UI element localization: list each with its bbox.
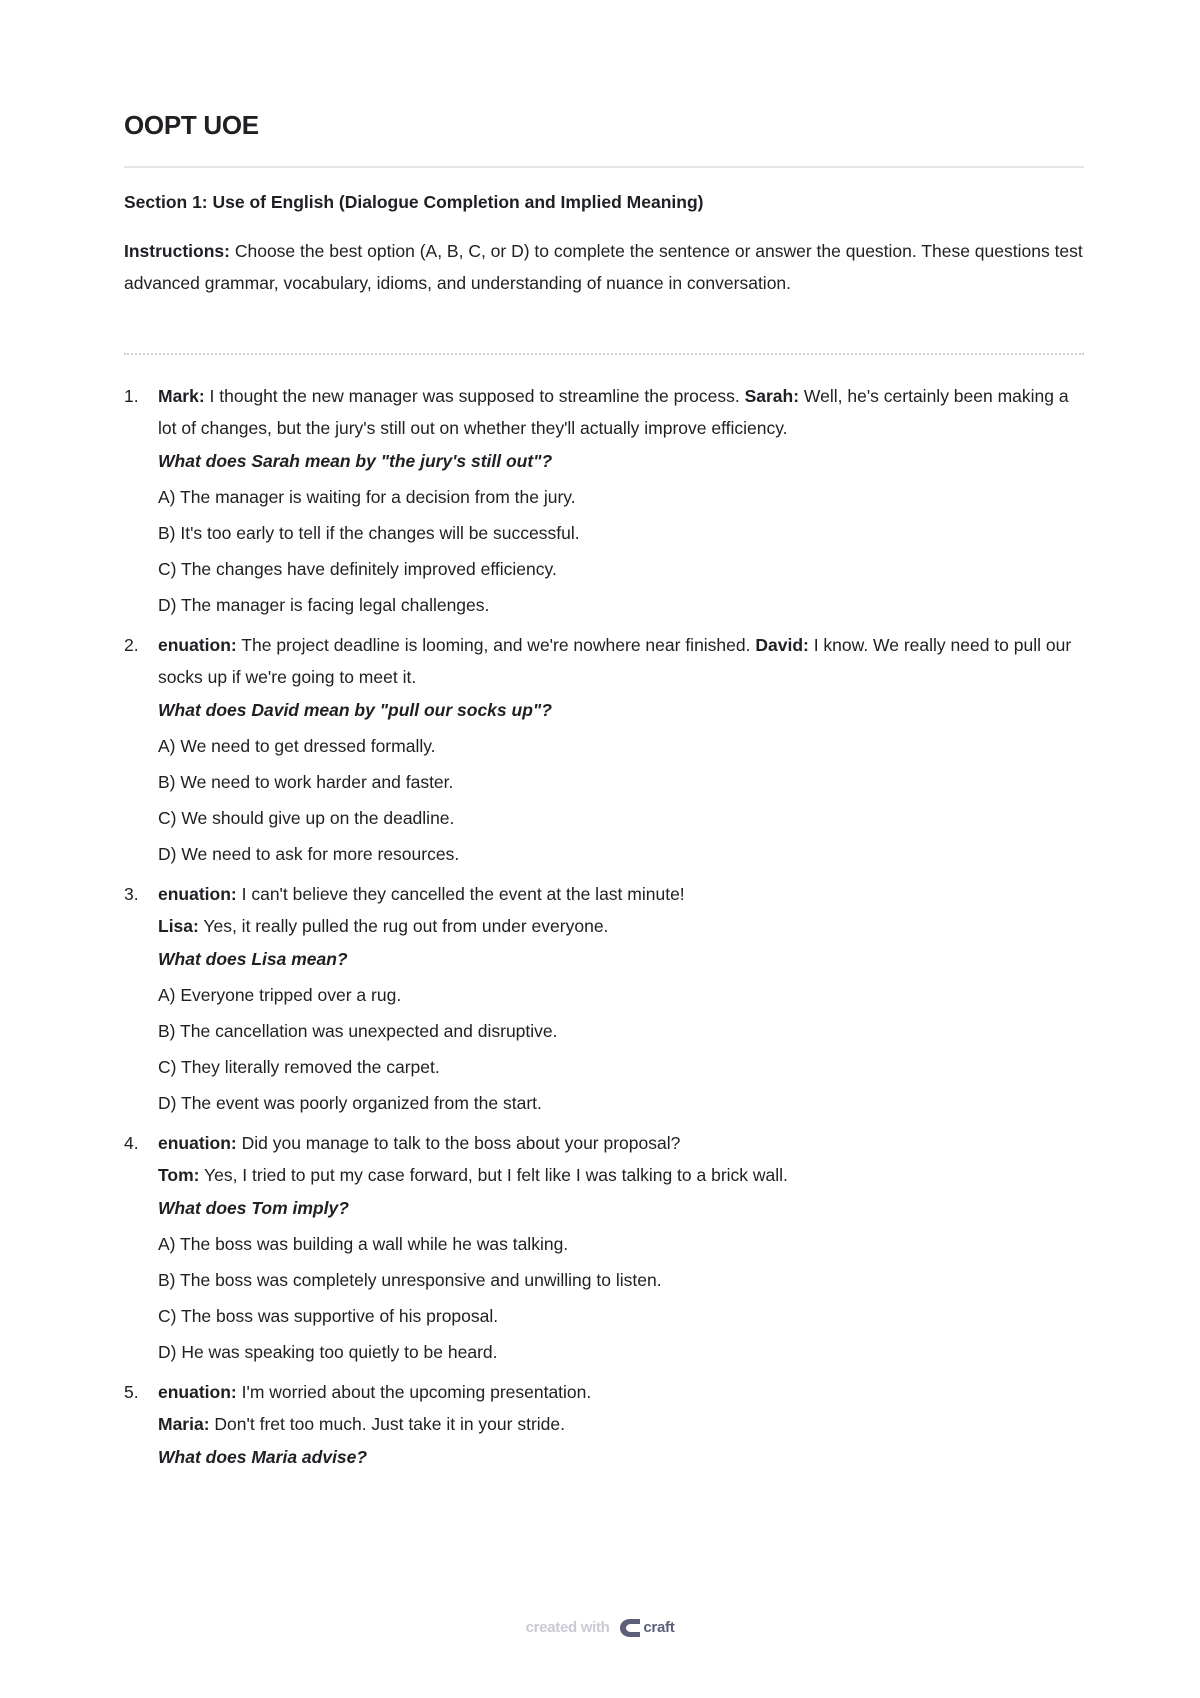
dialogue-line-2 xyxy=(158,1160,1084,1192)
title-divider xyxy=(124,166,1084,168)
section-heading: Section 1: Use of English (Dialogue Completion and Implied Meaning) xyxy=(124,192,704,212)
answer-option-a: A) We need to get dressed formally. xyxy=(158,736,436,756)
dialogue xyxy=(158,381,1084,444)
speaker-text: Don't fret too much. Just take it in your stride. xyxy=(209,1413,565,1434)
question-1 xyxy=(124,381,1084,617)
instructions-label: Instructions: xyxy=(124,241,230,261)
answer-option-c: C) We should give up on the deadline. xyxy=(158,808,455,828)
question-prompt: What does Sarah mean by "the jury's still out"? xyxy=(158,451,553,471)
answer-option-b: B) It's too early to tell if the changes will be successful. xyxy=(158,523,580,543)
speaker-text: Well, he's certainly been making a lot of changes, but the jury's still out on whether they'll actually improve efficiency. xyxy=(158,386,1069,438)
speaker-text: I'm worried about the upcoming presentation. xyxy=(236,1382,592,1402)
page-title: OOPT UOE xyxy=(124,110,259,140)
question-5 xyxy=(124,1377,1084,1469)
question-4 xyxy=(124,1128,1084,1364)
answer-option-d: D) The manager is facing legal challenges. xyxy=(158,595,490,615)
dotted-divider xyxy=(124,353,1084,355)
question-prompt: What does Tom imply? xyxy=(158,1198,349,1218)
question-prompt: What does Maria advise? xyxy=(158,1447,368,1467)
speaker-text: I can't believe they cancelled the event at the last minute! xyxy=(236,884,685,904)
speaker-text: Yes, it really pulled the rug out from under everyone. xyxy=(198,915,609,936)
dialogue-line-2 xyxy=(158,1409,1084,1441)
question-number: 2. xyxy=(124,635,139,655)
answer-option-d: D) The event was poorly organized from the start. xyxy=(158,1093,542,1113)
answer-option-d: D) We need to ask for more resources. xyxy=(158,844,460,864)
instructions-text: Choose the best option (A, B, C, or D) to complete the sentence or answer the question. These questions test advanced grammar, vocabulary, idioms, and understanding of nuance in conversation. xyxy=(124,241,1083,293)
question-number: 1. xyxy=(124,386,139,406)
question-number: 3. xyxy=(124,884,139,904)
answer-option-a: A) The boss was building a wall while he was talking. xyxy=(158,1234,569,1254)
speaker-text: Did you manage to talk to the boss about your proposal? xyxy=(236,1133,681,1153)
dialogue xyxy=(158,630,1084,693)
answer-option-a: A) The manager is waiting for a decision from the jury. xyxy=(158,487,576,507)
answer-option-b: B) We need to work harder and faster. xyxy=(158,772,454,792)
dialogue-line-1 xyxy=(158,879,1084,911)
footer-watermark[interactable] xyxy=(0,1618,1200,1638)
speaker-name: Mark: xyxy=(158,386,205,406)
answer-option-c: C) The boss was supportive of his proposal. xyxy=(158,1306,499,1326)
question-number: 5. xyxy=(124,1382,139,1402)
speaker-name: Sarah: xyxy=(744,386,800,406)
question-prompt: What does David mean by "pull our socks up"? xyxy=(158,700,552,720)
speaker-name: Lisa: xyxy=(158,915,199,936)
footer-prefix: created with xyxy=(525,1618,610,1636)
answer-option-c: C) They literally removed the carpet. xyxy=(158,1057,440,1077)
question-number: 4. xyxy=(124,1133,139,1153)
answer-option-b: B) The boss was completely unresponsive and unwilling to listen. xyxy=(158,1270,662,1290)
speaker-name: enuation: xyxy=(158,1133,237,1153)
speaker-text: I know. We really need to pull our socks up if we're going to meet it. xyxy=(158,635,1072,687)
answer-option-b: B) The cancellation was unexpected and disruptive. xyxy=(158,1021,558,1041)
question-prompt: What does Lisa mean? xyxy=(158,949,348,969)
dialogue-line-1 xyxy=(158,1128,1084,1160)
footer-brand: craft xyxy=(643,1618,675,1636)
question-list xyxy=(124,381,1084,1482)
speaker-name: Maria: xyxy=(158,1413,210,1434)
speaker-text: I thought the new manager was supposed to streamline the process. xyxy=(204,386,745,406)
answer-option-a: A) Everyone tripped over a rug. xyxy=(158,985,402,1005)
speaker-text: Yes, I tried to put my case forward, but I felt like I was talking to a brick wall. xyxy=(199,1164,788,1185)
speaker-text: The project deadline is looming, and we're nowhere near finished. xyxy=(236,635,756,655)
speaker-name: David: xyxy=(755,635,809,655)
speaker-name: enuation: xyxy=(158,635,237,655)
craft-logo-icon xyxy=(619,1618,641,1638)
dialogue-line-2 xyxy=(158,911,1084,943)
speaker-name: Tom: xyxy=(158,1164,200,1185)
dialogue-line-1 xyxy=(158,1377,1084,1409)
answer-option-d: D) He was speaking too quietly to be heard. xyxy=(158,1342,498,1362)
question-3 xyxy=(124,879,1084,1115)
speaker-name: enuation: xyxy=(158,884,237,904)
answer-option-c: C) The changes have definitely improved efficiency. xyxy=(158,559,557,579)
instructions xyxy=(124,236,1084,299)
question-2 xyxy=(124,630,1084,866)
speaker-name: enuation: xyxy=(158,1382,237,1402)
